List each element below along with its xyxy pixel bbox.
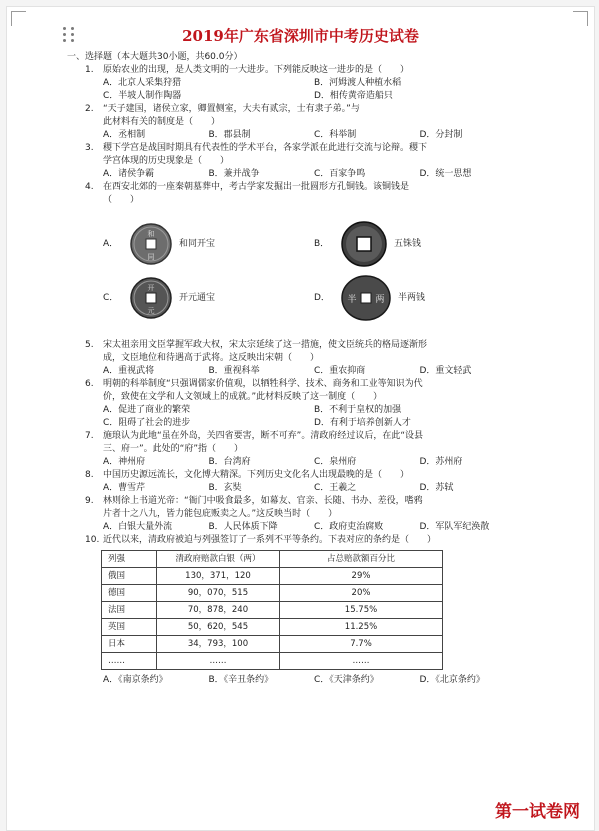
option: B．兼并战争	[208, 169, 260, 179]
indemnity-table	[101, 550, 443, 670]
option: A．《南京条约》	[103, 675, 168, 685]
question-number: 8.	[85, 470, 94, 480]
coin-label: 五铢钱	[394, 238, 422, 249]
question-1	[85, 64, 525, 77]
option: B．人民体质下降	[208, 522, 278, 532]
option: D．相传黄帝造船只	[314, 91, 393, 101]
option: C．政府吏治腐败	[314, 522, 384, 532]
coin-options-row	[85, 219, 525, 269]
question-7-options	[85, 456, 525, 469]
question-9-options	[85, 521, 525, 534]
table-cell: 英国	[102, 619, 157, 636]
option: D．军队军纪涣散	[419, 522, 490, 532]
option: A．白银大量外流	[103, 522, 173, 532]
document-page	[6, 6, 595, 831]
option: A．重视武将	[103, 366, 155, 376]
table-header-row	[102, 551, 443, 568]
question-number: 1.	[85, 65, 94, 75]
option: D．有利于培养创新人才	[314, 418, 411, 428]
table-cell: 90，070，515	[157, 585, 280, 602]
table-cell: ……	[102, 653, 157, 670]
option: D．重文轻武	[419, 366, 472, 376]
option: B．河姆渡人种植水稻	[314, 78, 402, 88]
section-heading: 一、选择题（本大题共30小题，共60.0分）	[67, 52, 243, 62]
table-row	[102, 653, 443, 670]
table-row	[102, 568, 443, 585]
table-cell: 34，793，100	[157, 636, 280, 653]
question-text: 宋太祖亲用文臣掌握军政大权，宋太宗延续了这一措施，使文臣统兵的格局逐渐形	[103, 340, 428, 350]
coin-heton-kaihou-icon	[129, 222, 173, 266]
question-number: 7.	[85, 431, 94, 441]
coin-option-c	[103, 276, 314, 320]
question-2	[85, 103, 525, 129]
table-cell: 70，878，240	[157, 602, 280, 619]
coin-option-a	[103, 222, 314, 266]
question-text: 林则徐上书道光帝：“衙门中吸食最多，如幕友、官亲、长随、书办、差役，嗜鸦	[103, 496, 423, 506]
table-cell: 130，371，120	[157, 568, 280, 585]
question-text: 施琅认为此地“虽在外岛，关四省要害，断不可弃”。清政府经过议后，在此“设县	[103, 431, 423, 441]
option: B．不利于皇权的加强	[314, 405, 402, 415]
table-cell: ……	[157, 653, 280, 670]
question-text: “天子建国，诸侯立家，卿置侧室，大夫有贰宗，士有隶子弟。”与	[103, 104, 360, 114]
table-header-cell: 清政府赔款白银（两）	[157, 551, 280, 568]
option-letter: A．	[103, 238, 119, 249]
question-text: 此材料有关的制度是（ ）	[103, 117, 221, 127]
site-watermark: 第一试卷网	[495, 802, 580, 822]
question-5-options	[85, 365, 525, 378]
table-cell: 法国	[102, 602, 157, 619]
question-8-options	[85, 482, 525, 495]
option: C．《天津条约》	[314, 675, 379, 685]
option: C．重农抑商	[314, 366, 366, 376]
svg-text:同: 同	[147, 253, 155, 261]
question-number: 2.	[85, 104, 94, 114]
svg-text:两: 两	[375, 295, 385, 305]
option: D．分封制	[419, 130, 463, 140]
option: B．《辛丑条约》	[208, 675, 274, 685]
table-cell: ……	[280, 653, 443, 670]
option: C．科举制	[314, 130, 357, 140]
option: B．郡县制	[208, 130, 251, 140]
page-corner-mark	[573, 11, 588, 26]
question-number: 3.	[85, 143, 94, 153]
question-number: 4.	[85, 182, 94, 192]
option: A．神州府	[103, 457, 146, 467]
document-title: 2019年广东省深圳市中考历史试卷	[182, 27, 419, 45]
question-1-options	[85, 77, 525, 90]
question-text: 中国历史源远流长，文化博大精深。下列历史文化名人出现最晚的是（ ）	[103, 470, 410, 480]
question-text: 价，致使在文学和人文领域上的成就。”此材料反映了这一制度（ ）	[103, 392, 383, 402]
table-row	[102, 602, 443, 619]
option: A．诸侯争霸	[103, 169, 155, 179]
question-number: 6.	[85, 379, 94, 389]
option: B．台湾府	[208, 457, 251, 467]
table-row	[102, 636, 443, 653]
option: D．苏轼	[419, 483, 454, 493]
question-number: 10.	[85, 535, 100, 545]
table-header-cell: 列强	[102, 551, 157, 568]
option: C．阻碍了社会的进步	[103, 418, 191, 428]
question-7	[85, 430, 525, 456]
table-header-cell: 占总赔款额百分比	[280, 551, 443, 568]
exam-content	[67, 51, 525, 687]
question-number: 9.	[85, 496, 94, 506]
option: C．半坡人制作陶器	[103, 91, 182, 101]
svg-text:半: 半	[347, 295, 357, 305]
question-number: 5.	[85, 340, 94, 350]
svg-text:开: 开	[147, 284, 155, 292]
question-text: 学宫体现的历史现象是（ ）	[103, 156, 230, 166]
option: A．曹雪芹	[103, 483, 146, 493]
option: A．北京人采集狩猎	[103, 78, 182, 88]
option-letter: C．	[103, 292, 119, 303]
option: D．统一思想	[419, 169, 472, 179]
option-letter: B．	[314, 238, 330, 249]
option: A．丞相制	[103, 130, 146, 140]
table-cell: 日本	[102, 636, 157, 653]
question-text: 成，文臣地位和待遇高于武将。这反映出宋朝（ ）	[103, 353, 320, 363]
question-2-options	[85, 129, 525, 142]
question-9	[85, 495, 525, 521]
coin-label: 和同开宝	[179, 238, 216, 249]
coin-option-d	[314, 274, 525, 322]
option: D．苏州府	[419, 457, 463, 467]
question-text: 明朝的科举制度“只强调儒家价值观，以牺牲科学、技术、商务和工业等知识为代	[103, 379, 423, 389]
table-cell: 15.75%	[280, 602, 443, 619]
table-cell: 俄国	[102, 568, 157, 585]
table-row	[102, 619, 443, 636]
question-5	[85, 339, 525, 365]
coin-option-b	[314, 220, 525, 268]
option-letter: D．	[314, 292, 330, 303]
svg-text:和: 和	[147, 230, 155, 238]
question-3	[85, 142, 525, 168]
question-text: 片者十之八九，皆力能包庇贩卖之人。”这反映当时（ ）	[103, 509, 338, 519]
question-text: （ ）	[103, 195, 140, 205]
coin-label: 开元通宝	[179, 292, 216, 303]
option: C．泉州府	[314, 457, 357, 467]
question-4	[85, 181, 525, 207]
option: D．《北京条约》	[419, 675, 485, 685]
question-text: 三、府一”。此处的“府”指（ ）	[103, 444, 243, 454]
question-1-options	[85, 90, 525, 103]
question-10-options	[85, 674, 525, 687]
question-text: 近代以来，清政府被迫与列强签订了一系列不平等条约。下表对应的条约是（ ）	[103, 535, 437, 545]
table-cell: 德国	[102, 585, 157, 602]
table-cell: 29%	[280, 568, 443, 585]
coin-label: 半两钱	[398, 292, 426, 303]
coin-kaiyuan-tongbao-icon	[129, 276, 173, 320]
question-6-options	[85, 417, 525, 430]
option: C．百家争鸣	[314, 169, 366, 179]
question-6	[85, 378, 525, 404]
question-text: 原始农业的出现，是人类文明的一大进步。下列能反映这一进步的是（ ）	[103, 65, 410, 75]
question-10	[85, 534, 525, 547]
table-cell: 7.7%	[280, 636, 443, 653]
table-row	[102, 585, 443, 602]
page-corner-mark	[11, 11, 26, 26]
coin-options-row	[85, 273, 525, 323]
coin-wuzhu-icon	[340, 220, 388, 268]
question-text: 稷下学宫是战国时期具有代表性的学术平台，各家学派在此进行交流与论辩。稷下	[103, 143, 428, 153]
question-3-options	[85, 168, 525, 181]
option: A．促进了商业的繁荣	[103, 405, 191, 415]
question-6-options	[85, 404, 525, 417]
table-cell: 11.25%	[280, 619, 443, 636]
table-cell: 20%	[280, 585, 443, 602]
question-text: 在西安北郊的一座秦朝墓葬中，考古学家发掘出一批圆形方孔铜钱。该铜钱是	[103, 182, 410, 192]
option: B．玄奘	[208, 483, 242, 493]
option: C．王羲之	[314, 483, 357, 493]
svg-text:元: 元	[147, 307, 155, 315]
table-cell: 50，620，545	[157, 619, 280, 636]
question-8	[85, 469, 525, 482]
coin-banliang-icon	[340, 274, 392, 322]
option: B．重视科举	[208, 366, 260, 376]
